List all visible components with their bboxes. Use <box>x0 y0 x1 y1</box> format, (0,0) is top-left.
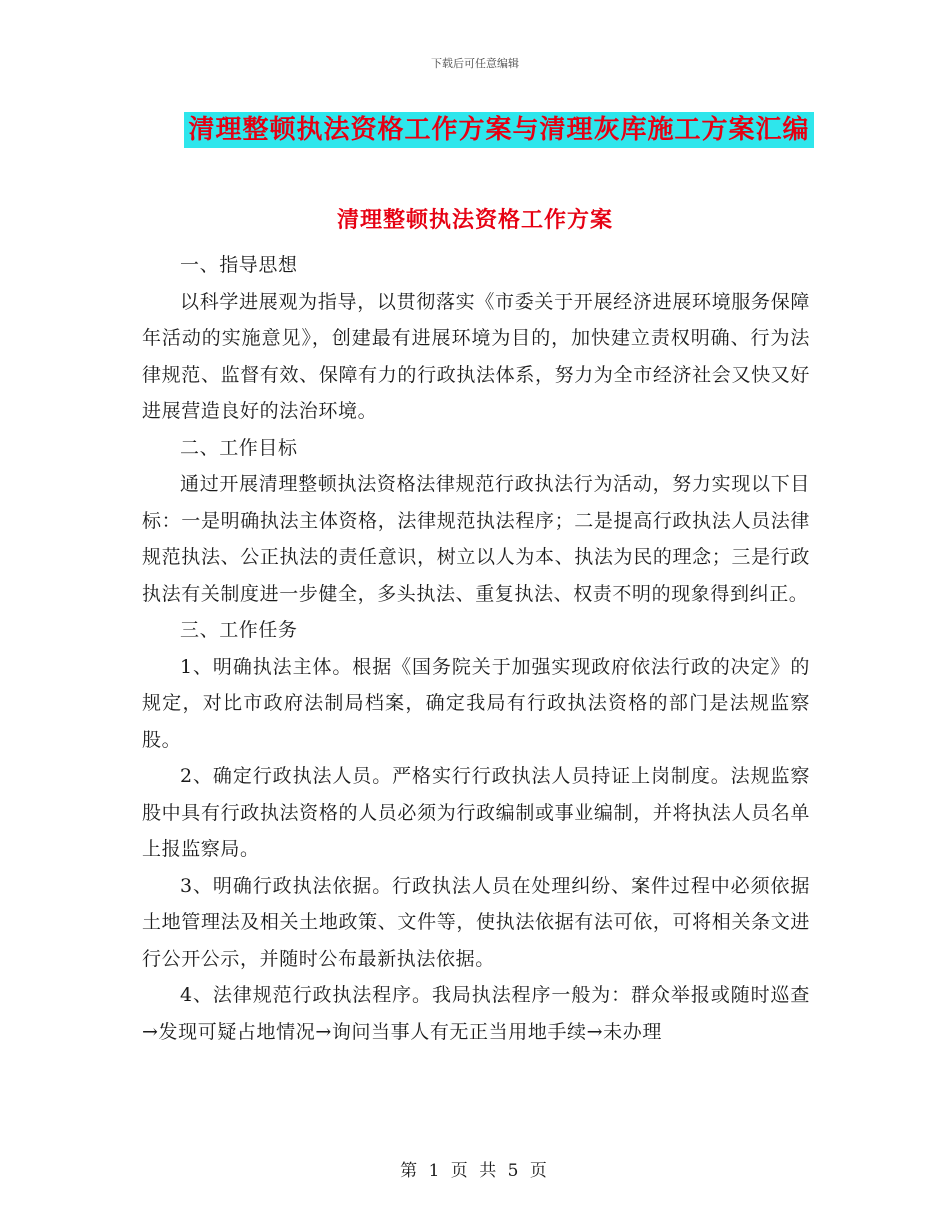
paragraph: 以科学进展观为指导，以贯彻落实《市委关于开展经济进展环境服务保障年活动的实施意见》，创建最有进展环境为目的，加快建立责权明确、行为法律规范、监督有效、保障有力的行政执法体系，努力为全市经济社会又快又好进展营造良好的法治环境。 <box>142 290 810 422</box>
section-title: 清理整顿执法资格工作方案 <box>336 208 613 233</box>
main-title: 清理整顿执法资格工作方案与清理灰库施工方案汇编 <box>184 112 813 148</box>
paragraph: 2、确定行政执法人员。严格实行行政执法人员持证上岗制度。法规监察股中具有行政执法资格的人员必须为行政编制或事业编制，并将执法人员名单上报监察局。 <box>142 765 810 860</box>
section-heading: 二、工作目标 <box>180 436 298 459</box>
section-heading: 一、指导思想 <box>180 254 298 276</box>
main-title-container <box>0 112 950 148</box>
header-note: 下载后可任意编辑 <box>431 57 519 70</box>
section-heading: 三、工作任务 <box>180 619 298 641</box>
paragraph: 1、明确执法主体。根据《国务院关于加强实现政府依法行政的决定》的规定，对比市政府法制局档案，确定我局有行政执法资格的部门是法规监察股。 <box>142 655 810 751</box>
document-body <box>142 247 810 1050</box>
paragraph: 4、法律规范行政执法程序。我局执法程序一般为：群众举报或随时巡查→发现可疑占地情况→询问当事人有无正当用地手续→未办理 <box>142 984 810 1043</box>
paragraph: 3、明确行政执法依据。行政执法人员在处理纠纷、案件过程中必须依据土地管理法及相关土地政策、文件等，使执法依据有法可依，可将相关条文进行公开公示，并随时公布最新执法依据。 <box>142 874 810 970</box>
page-footer: 第 1 页 共 5 页 <box>400 1161 550 1181</box>
paragraph: 通过开展清理整顿执法资格法律规范行政执法行为活动，努力实现以下目标：一是明确执法主体资格，法律规范执法程序；二是提高行政执法人员法律规范执法、公正执法的责任意识，树立以人为本、执法为民的理念；三是行政执法有关制度进一步健全，多头执法、重复执法、权责不明的现象得到纠正。 <box>142 473 810 605</box>
